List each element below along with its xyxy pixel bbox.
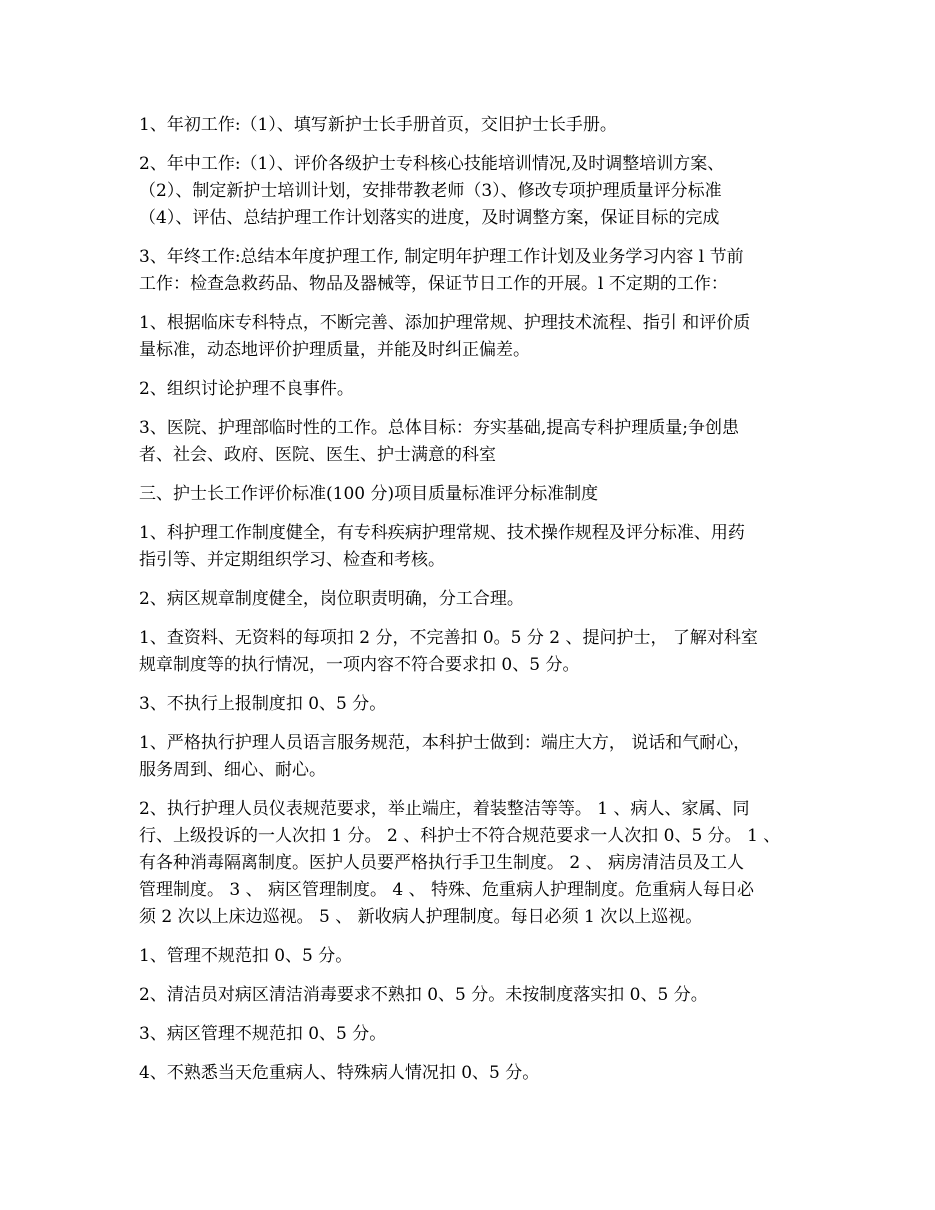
text-line: 者、社会、政府、医院、医生、护士满意的科室	[139, 445, 496, 465]
text-line: 2、组织讨论护理不良事件。	[139, 379, 354, 399]
text-line: 1、查资料、无资料的每项扣 2 分，不完善扣 0。5 分 2 、提问护士， 了解对科室	[139, 628, 758, 648]
text-line: 3、病区管理不规范扣 0、5 分。	[139, 1024, 387, 1044]
document-body	[139, 112, 799, 1099]
paragraph	[139, 520, 799, 574]
text-line: 三、护士长工作评价标准(100 分)项目质量标准评分标准制度	[139, 484, 599, 504]
paragraph	[139, 1021, 799, 1048]
text-line: 须 2 次以上床边巡视。 5 、 新收病人护理制度。每日必须 1 次以上巡视。	[139, 907, 703, 927]
paragraph	[139, 310, 799, 364]
paragraph	[139, 112, 799, 139]
paragraph	[139, 586, 799, 613]
paragraph	[139, 982, 799, 1009]
paragraph	[139, 151, 799, 232]
text-line: 管理制度。 3 、 病区管理制度。 4 、 特殊、危重病人护理制度。危重病人每日必	[139, 880, 755, 900]
text-line: （2）、制定新护士培训计划，安排带教老师（3）、修改专项护理质量评分标准	[139, 181, 722, 201]
paragraph	[139, 625, 799, 679]
text-line: 1、严格执行护理人员语言服务规范，本科护士做到：端庄大方， 说话和气耐心，	[139, 733, 751, 753]
paragraph	[139, 415, 799, 469]
text-line: 1、年初工作:（1）、填写新护士长手册首页，交旧护士长手册。	[139, 115, 617, 135]
text-line: 1、科护理工作制度健全，有专科疾病护理常规、技术操作规程及评分标准、用药	[139, 523, 745, 543]
text-line: 指引等、并定期组织学习、检查和考核。	[139, 550, 445, 570]
text-line: 1、根据临床专科特点，不断完善、添加护理常规、护理技术流程、指引 和评价质	[139, 313, 751, 333]
paragraph	[139, 244, 799, 298]
text-line: 2、病区规章制度健全，岗位职责明确，分工合理。	[139, 589, 524, 609]
paragraph	[139, 796, 799, 931]
text-line: 规章制度等的执行情况，一项内容不符合要求扣 0、5 分。	[139, 655, 580, 675]
text-line: 3、医院、护理部临时性的工作。总体目标：夯实基础,提高专科护理质量;争创患	[139, 418, 739, 438]
text-line: 工作：检查急救药品、物品及器械等，保证节日工作的开展。l 不定期的工作：	[139, 274, 728, 294]
text-line: 2、年中工作:（1）、评价各级护士专科核心技能培训情况,及时调整培训方案、	[139, 154, 725, 174]
paragraph	[139, 691, 799, 718]
text-line: 行、上级投诉的一人次扣 1 分。 2 、科护士不符合规范要求一人次扣 0、5 分。 1 、	[139, 826, 781, 846]
paragraph	[139, 1060, 799, 1087]
text-line: 有各种消毒隔离制度。医护人员要严格执行手卫生制度。 2 、 病房清洁员及工人	[139, 853, 745, 873]
paragraph	[139, 376, 799, 403]
paragraph	[139, 481, 799, 508]
paragraph	[139, 730, 799, 784]
text-line: 服务周到、细心、耐心。	[139, 760, 326, 780]
text-line: 4、不熟悉当天危重病人、特殊病人情况扣 0、5 分。	[139, 1063, 540, 1083]
paragraph	[139, 943, 799, 970]
text-line: 3、年终工作:总结本年度护理工作, 制定明年护理工作计划及业务学习内容 l 节前	[139, 247, 744, 267]
text-line: 2、执行护理人员仪表规范要求，举止端庄，着装整洁等等。 1 、病人、家属、同	[139, 799, 750, 819]
text-line: 量标准，动态地评价护理质量，并能及时纠正偏差。	[139, 340, 530, 360]
text-line: 3、不执行上报制度扣 0、5 分。	[139, 694, 387, 714]
text-line: （4）、评估、总结护理工作计划落实的进度，及时调整方案，保证目标的完成	[139, 208, 720, 228]
text-line: 2、清洁员对病区清洁消毒要求不熟扣 0、5 分。未按制度落实扣 0、5 分。	[139, 985, 708, 1005]
text-line: 1、管理不规范扣 0、5 分。	[139, 946, 353, 966]
